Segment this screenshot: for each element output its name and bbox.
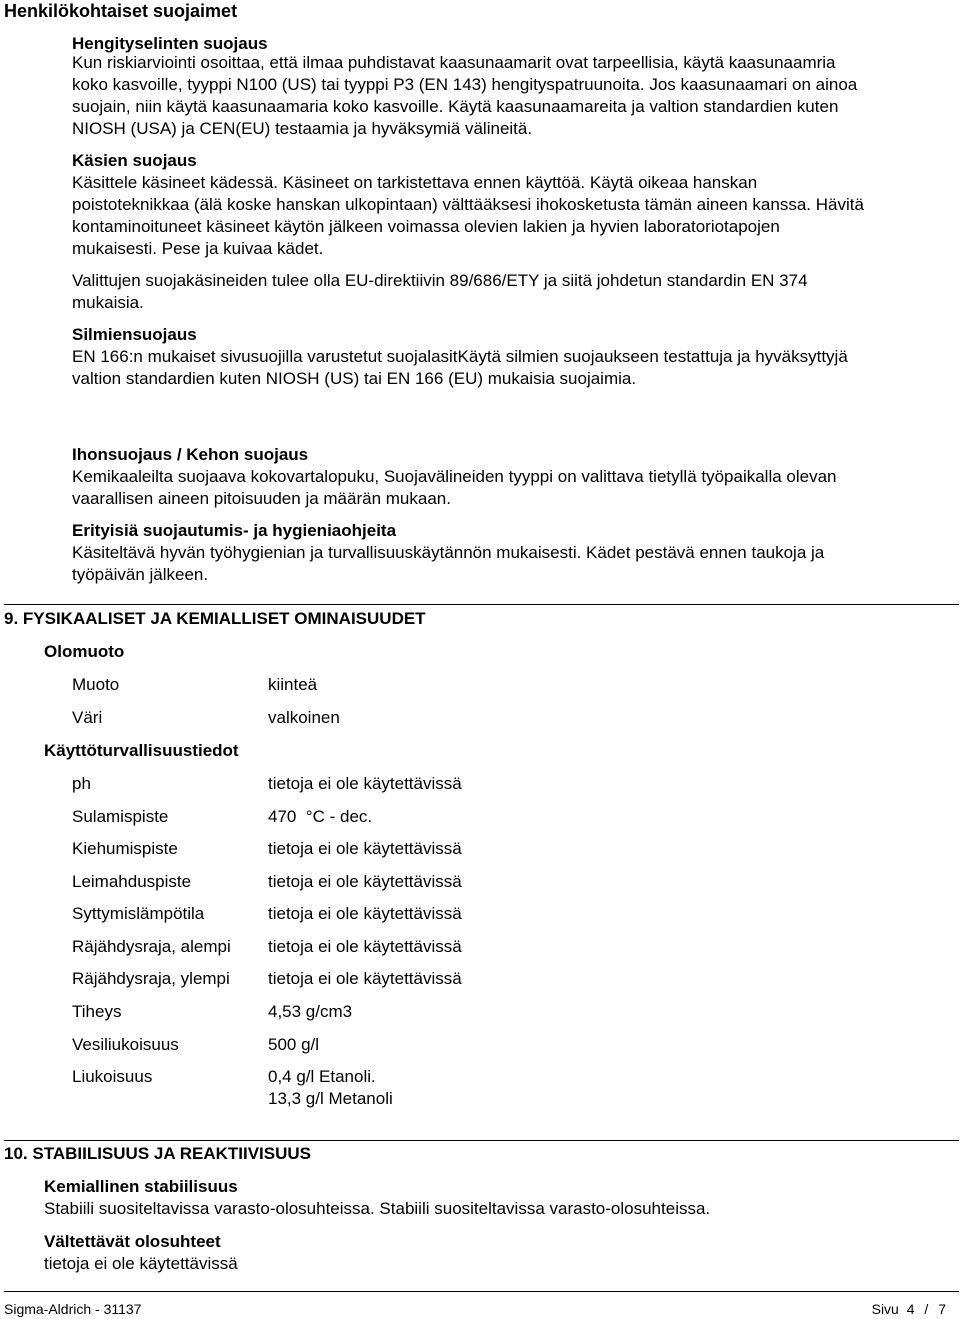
prop-label-density: Tiheys — [72, 1002, 122, 1021]
section-title-10: 10. STABIILISUUS JA REAKTIIVISUUS — [4, 1144, 311, 1163]
footer-page-indicator — [872, 1300, 946, 1318]
page-total: 7 — [938, 1301, 946, 1317]
skin-heading: Ihonsuojaus / Kehon suojaus — [72, 445, 309, 464]
resp-line-2: koko kasvoille, tyyppi N100 (US) tai tyyppi P3 (EN 143) hengityspatruunoita. Jos kaasunaamari on ainoa — [72, 75, 858, 94]
skin-line-2: vaarallisen aineen pitoisuuden ja määrän mukaan. — [72, 489, 451, 508]
prop-label-upper-explosion-limit: Räjähdysraja, ylempi — [72, 969, 230, 988]
section-title-personal: Henkilökohtaiset suojaimet — [4, 1, 238, 21]
hand-line-5: Valittujen suojakäsineiden tulee olla EU-direktiivin 89/686/ETY ja siitä johdetun standardin EN 374 — [72, 271, 808, 290]
stability-text: Stabiili suositeltavissa varasto-olosuhteissa. Stabiili suositeltavissa varasto-olosuhteissa. — [44, 1199, 711, 1218]
resp-line-4: NIOSH (USA) ja CEN(EU) testaamia ja hyväksymiä välineitä. — [72, 119, 533, 138]
prop-label-boiling-point: Kiehumispiste — [72, 839, 178, 858]
eye-line-1: EN 166:n mukaiset sivusuojilla varustetut suojalasitKäytä silmien suojaukseen testattuja ja hyväksyttyjä — [72, 347, 848, 366]
prop-value-solubility-2: 13,3 g/l Metanoli — [268, 1089, 393, 1108]
section-divider-9 — [4, 604, 959, 605]
footer-divider — [4, 1291, 959, 1292]
prop-label-flash-point: Leimahduspiste — [72, 872, 192, 891]
hygiene-heading: Erityisiä suojautumis- ja hygieniaohjeita — [72, 521, 397, 540]
eye-heading: Silmiensuojaus — [72, 325, 197, 344]
prop-value-flash-point: tietoja ei ole käytettävissä — [268, 872, 462, 891]
safety-heading: Käyttöturvallisuustiedot — [44, 741, 239, 760]
prop-value-density: 4,53 g/cm3 — [268, 1002, 353, 1021]
hygiene-line-2: työpäivän jälkeen. — [72, 565, 209, 584]
skin-line-1: Kemikaaleilta suojaava kokovartalopuku, Suojavälineiden tyyppi on valittava tietyllä työpaikalla olevan — [72, 467, 837, 486]
page-label: Sivu — [871, 1301, 899, 1317]
prop-value-boiling-point: tietoja ei ole käytettävissä — [268, 839, 462, 858]
avoid-heading: Vältettävät olosuhteet — [44, 1232, 221, 1251]
page-separator: / — [924, 1301, 929, 1317]
prop-value-color: valkoinen — [268, 708, 340, 727]
resp-line-3: suojain, niin käytä kaasunaamaria koko kasvoille. Käytä kaasunaamareita ja valtion standardien kuten — [72, 97, 839, 116]
section-divider-10 — [4, 1140, 959, 1141]
prop-label-ph: ph — [72, 774, 91, 793]
section-title-9: 9. FYSIKAALISET JA KEMIALLISET OMINAISUUDET — [4, 609, 426, 628]
prop-label-lower-explosion-limit: Räjähdysraja, alempi — [72, 937, 231, 956]
hand-line-3: kontaminoituneet käsineet käytön jälkeen voimassa olevien lakien ja hyvien laboratoriotapojen — [72, 217, 780, 236]
hand-line-6: mukaisia. — [72, 293, 144, 312]
resp-line-1: Kun riskiarviointi osoittaa, että ilmaa puhdistavat kaasunaamarit ovat tarpeellisia, käytä kaasunaamria — [72, 53, 836, 72]
hygiene-line-1: Käsiteltävä hyvän työhygienian ja turvallisuuskäytännön mukaisesti. Kädet pestävä ennen taukoja ja — [72, 543, 825, 562]
appearance-heading: Olomuoto — [44, 642, 125, 661]
prop-value-form: kiinteä — [268, 675, 318, 694]
prop-value-melting-point: 470 °C - dec. — [268, 807, 373, 826]
prop-label-solubility: Liukoisuus — [72, 1067, 153, 1086]
avoid-text: tietoja ei ole käytettävissä — [44, 1254, 238, 1273]
prop-value-lower-explosion-limit: tietoja ei ole käytettävissä — [268, 937, 462, 956]
prop-label-water-solubility: Vesiliukoisuus — [72, 1035, 179, 1054]
hand-line-2: poistoteknikkaa (älä koske hanskan ulkopintaan) välttääksesi ihokosketusta tämän aineen kanssa. Hävitä — [72, 195, 864, 214]
footer-product-id: Sigma-Aldrich - 31137 — [4, 1301, 142, 1317]
hand-line-4: mukaisesti. Pese ja kuivaa kädet. — [72, 239, 324, 258]
eye-line-2: valtion standardien kuten NIOSH (US) tai EN 166 (EU) mukaisia suojaimia. — [72, 369, 637, 388]
page-number: 4 — [906, 1301, 915, 1317]
prop-value-solubility-1: 0,4 g/l Etanoli. — [268, 1067, 376, 1086]
prop-label-ignition-temp: Syttymislämpötila — [72, 904, 205, 923]
prop-label-melting-point: Sulamispiste — [72, 807, 169, 826]
prop-label-color: Väri — [72, 708, 103, 727]
hand-heading: Käsien suojaus — [72, 151, 197, 170]
prop-value-upper-explosion-limit: tietoja ei ole käytettävissä — [268, 969, 462, 988]
stability-heading: Kemiallinen stabiilisuus — [44, 1177, 238, 1196]
prop-value-ph: tietoja ei ole käytettävissä — [268, 774, 462, 793]
prop-value-ignition-temp: tietoja ei ole käytettävissä — [268, 904, 462, 923]
resp-heading: Hengityselinten suojaus — [72, 34, 268, 53]
prop-label-form: Muoto — [72, 675, 120, 694]
hand-line-1: Käsittele käsineet kädessä. Käsineet on tarkistettava ennen käyttöä. Käytä oikeaa hanskan — [72, 173, 758, 192]
prop-value-water-solubility: 500 g/l — [268, 1035, 320, 1054]
